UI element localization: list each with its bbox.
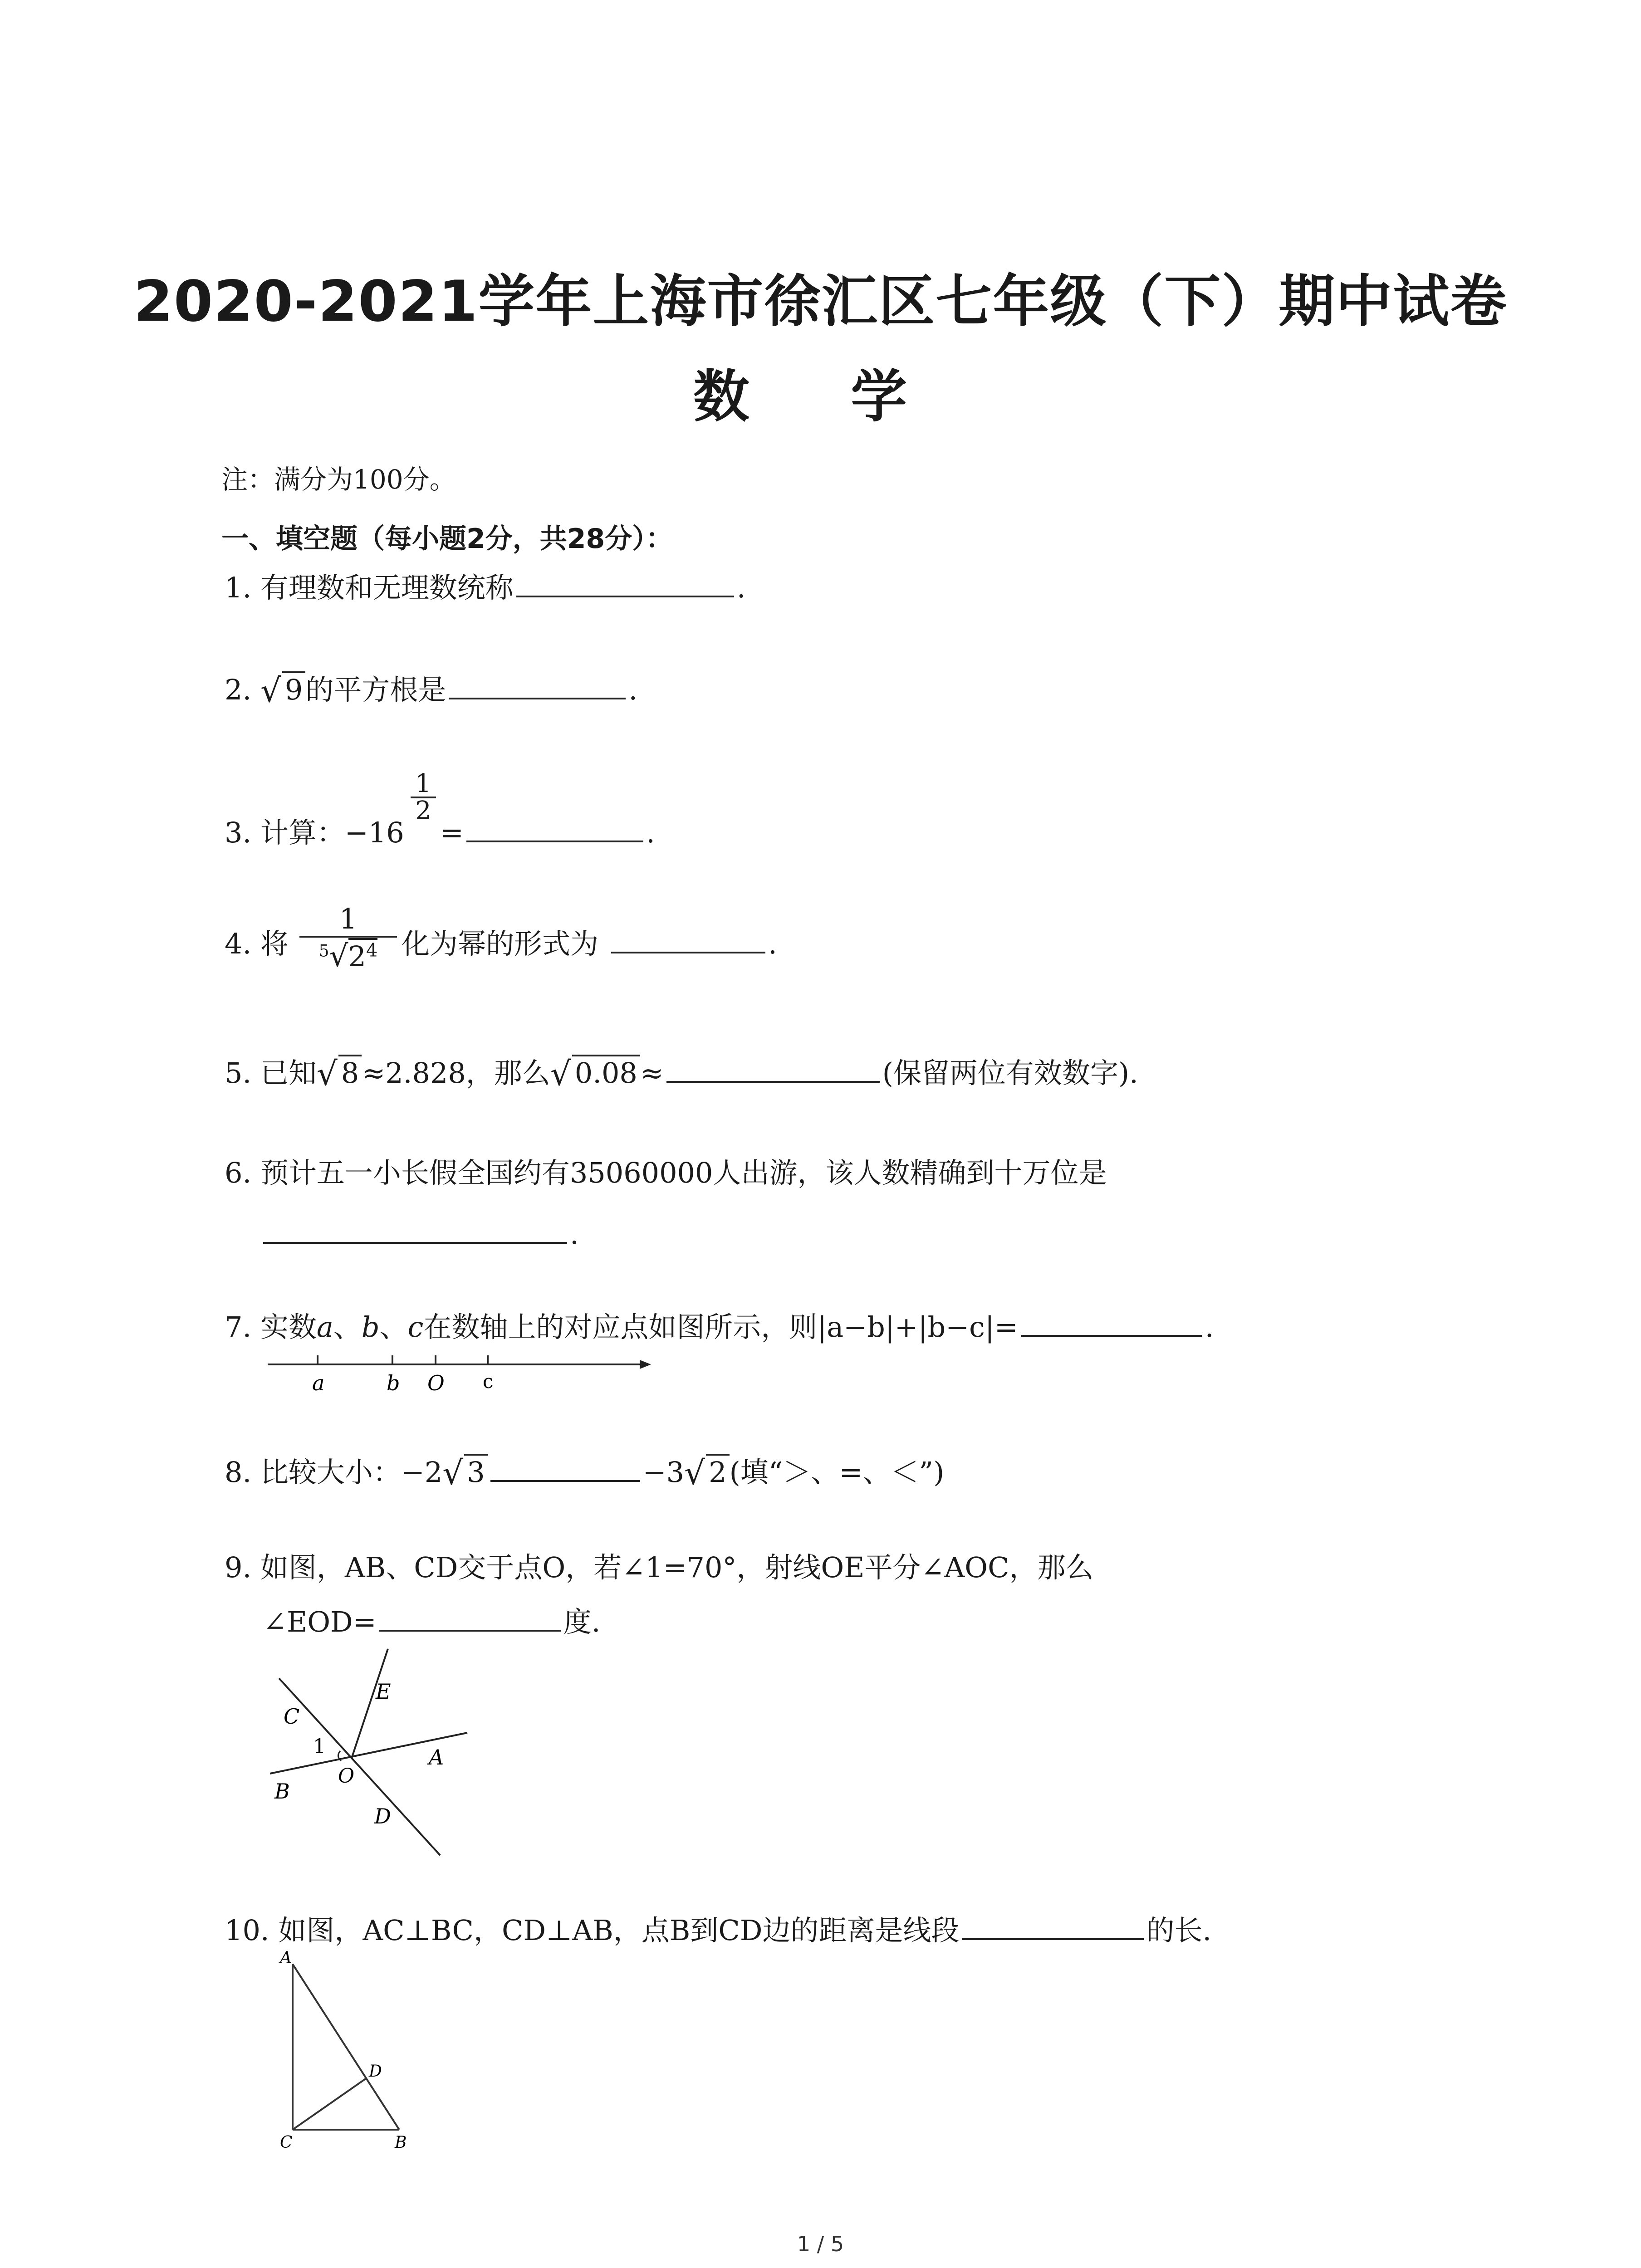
subject-title: 数 学 bbox=[693, 364, 948, 430]
question-text: 实数 bbox=[260, 1310, 317, 1344]
number-line-figure bbox=[263, 1343, 653, 1402]
question-text: 的平方根是 bbox=[305, 673, 446, 706]
question-number: 10. bbox=[225, 1914, 269, 1947]
question-text: 有理数和无理数统称 bbox=[260, 571, 514, 604]
sqrt-3: √ 3 bbox=[442, 1458, 487, 1486]
question-7: 7. 实数a、b、c在数轴上的对应点如图所示，则|a−b|+|b−c|= . bbox=[225, 1310, 1214, 1344]
answer-blank[interactable] bbox=[516, 592, 734, 597]
period: . bbox=[736, 571, 746, 604]
question-text: 如图，AC⊥BC，CD⊥AB，点B到CD边的距离是线段 bbox=[278, 1914, 960, 1947]
answer-blank[interactable] bbox=[611, 948, 765, 953]
answer-blank[interactable] bbox=[1021, 1331, 1202, 1337]
answer-blank[interactable] bbox=[263, 1238, 567, 1244]
answer-blank[interactable] bbox=[666, 1077, 880, 1083]
question-9-line2 bbox=[263, 1605, 601, 1638]
question-text: ≈2.828，那么 bbox=[362, 1056, 550, 1090]
question-6-answer-line bbox=[263, 1217, 579, 1251]
question-number: 5. bbox=[225, 1056, 252, 1090]
question-suffix: (填“＞、=、＜”) bbox=[729, 1456, 945, 1489]
question-text: 如图，AB、CD交于点O，若∠1=70°，射线OE平分∠AOC，那么 bbox=[260, 1551, 1094, 1584]
label-b: B bbox=[395, 2133, 407, 2152]
label-b: B bbox=[274, 1779, 290, 1804]
question-number: 4. bbox=[225, 927, 252, 960]
label-o: O bbox=[427, 1371, 445, 1395]
question-text: 比较大小：−2 bbox=[260, 1456, 443, 1489]
right-triangle-figure bbox=[270, 1946, 433, 2155]
question-text: 化为幂的形式为 bbox=[402, 927, 599, 960]
label-a: A bbox=[280, 1949, 292, 1967]
question-number: 1. bbox=[225, 571, 252, 604]
period: . bbox=[1205, 1310, 1214, 1344]
question-suffix: (保留两位有效数字). bbox=[882, 1056, 1138, 1090]
label-d: D bbox=[369, 2062, 382, 2081]
label-c: C bbox=[284, 1704, 300, 1729]
equals-sign: = bbox=[440, 816, 464, 849]
period: . bbox=[646, 816, 655, 849]
question-suffix: 的长. bbox=[1146, 1914, 1212, 1947]
question-5 bbox=[225, 1055, 1138, 1093]
question-2 bbox=[225, 671, 638, 709]
side-ab bbox=[293, 1964, 399, 2130]
question-6 bbox=[225, 1156, 1107, 1189]
answer-blank[interactable] bbox=[379, 1626, 561, 1632]
sqrt-0.08: √ 0.08 bbox=[550, 1059, 640, 1087]
label-d: D bbox=[374, 1804, 391, 1828]
question-number: 8. bbox=[225, 1456, 252, 1489]
question-number: 9. bbox=[225, 1551, 252, 1584]
label-o: O bbox=[338, 1765, 355, 1788]
question-8: 8. 比较大小：−2 √ 3 −3 √ 2(填“＞、=、＜”) bbox=[225, 1454, 945, 1492]
period: . bbox=[768, 927, 777, 960]
section-heading: 一、填空题（每小题2分，共28分）： bbox=[221, 523, 673, 555]
intersecting-lines-figure bbox=[263, 1637, 490, 1873]
label-1: 1 bbox=[313, 1735, 326, 1758]
approx-sign: ≈ bbox=[640, 1056, 664, 1090]
question-number: 6. bbox=[225, 1156, 252, 1189]
question-number: 3. bbox=[225, 816, 252, 849]
label-a: A bbox=[429, 1745, 444, 1769]
answer-blank[interactable] bbox=[466, 837, 643, 842]
question-9 bbox=[225, 1551, 1094, 1584]
base-value: −16 bbox=[344, 816, 404, 849]
sqrt-expression: √ 9 bbox=[260, 676, 305, 704]
unit-text: 度. bbox=[563, 1605, 601, 1638]
axis-arrow bbox=[640, 1360, 651, 1369]
question-text: 将 bbox=[260, 927, 289, 960]
segment-cd bbox=[293, 2078, 366, 2130]
label-b: b bbox=[387, 1371, 400, 1395]
exponent-fraction: $\frac{1}{2}$ bbox=[411, 771, 436, 824]
label-a: a bbox=[312, 1371, 325, 1395]
question-text: ∠EOD= bbox=[263, 1605, 377, 1638]
label-c: c bbox=[483, 1370, 494, 1393]
period: . bbox=[628, 673, 638, 706]
question-text: 计算： bbox=[260, 816, 345, 849]
question-text: 已知 bbox=[260, 1056, 317, 1090]
answer-blank[interactable] bbox=[449, 694, 626, 699]
question-10 bbox=[225, 1916, 1211, 1945]
score-note: 注：满分为100分。 bbox=[221, 464, 456, 495]
label-c: C bbox=[280, 2133, 293, 2152]
answer-blank[interactable] bbox=[962, 1935, 1144, 1940]
label-e: E bbox=[376, 1679, 391, 1704]
answer-blank[interactable] bbox=[490, 1476, 640, 1482]
question-number: 2. bbox=[225, 673, 252, 706]
sqrt-8: √ 8 bbox=[317, 1059, 362, 1087]
question-number: 7. bbox=[225, 1310, 252, 1344]
sqrt-2: √ 2 bbox=[684, 1458, 729, 1486]
period: . bbox=[570, 1217, 579, 1251]
question-text: 预计五一小长假全国约有35060000人出游，该人数精确到十万位是 bbox=[260, 1156, 1107, 1189]
page-number: 1 / 5 bbox=[797, 2232, 844, 2256]
question-1 bbox=[225, 571, 746, 604]
question-text: 在数轴上的对应点如图所示，则|a−b|+|b−c|= bbox=[423, 1310, 1018, 1344]
page-title: 2020-2021学年上海市徐汇区七年级（下）期中试卷 bbox=[133, 269, 1508, 334]
fraction-expression: 1 $^5√2^4$ bbox=[299, 905, 397, 971]
